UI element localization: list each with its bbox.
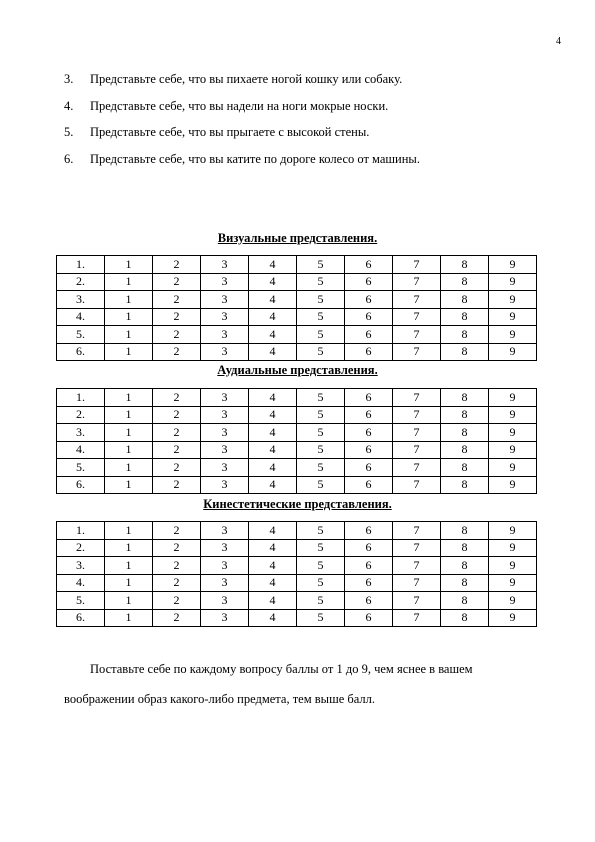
score-cell: 1: [105, 539, 153, 557]
item-text: Представьте себе, что вы прыгаете с высокой стены.: [90, 125, 370, 139]
score-cell: 4: [249, 592, 297, 610]
score-cell: 3: [201, 343, 249, 361]
row-label: 5.: [57, 592, 105, 610]
instruction-note: Поставьте себе по каждому вопросу баллы от 1 до 9, чем яснее в вашем воображении образ какого-либо предмета, тем выше балл.: [64, 662, 473, 706]
item-number: 3.: [64, 72, 74, 86]
score-cell: 4: [249, 256, 297, 274]
score-cell: 2: [153, 441, 201, 459]
score-cell: 2: [153, 522, 201, 540]
score-cell: 1: [105, 557, 153, 575]
score-cell: 1: [105, 291, 153, 309]
score-cell: 2: [153, 459, 201, 477]
score-cell: 1: [105, 459, 153, 477]
table-row: [57, 308, 537, 326]
score-cell: 8: [441, 609, 489, 627]
score-cell: 3: [201, 389, 249, 407]
score-cell: 8: [441, 424, 489, 442]
page-number: 4: [556, 36, 561, 47]
score-cell: 6: [345, 291, 393, 309]
score-cell: 6: [345, 406, 393, 424]
score-cell: 6: [345, 592, 393, 610]
score-cell: 1: [105, 256, 153, 274]
score-cell: 7: [393, 574, 441, 592]
score-cell: 5: [297, 609, 345, 627]
score-cell: 9: [489, 326, 537, 344]
score-cell: 8: [441, 291, 489, 309]
score-cell: 1: [105, 441, 153, 459]
score-cell: 7: [393, 557, 441, 575]
score-cell: 8: [441, 389, 489, 407]
score-cell: 9: [489, 389, 537, 407]
table-row: [57, 256, 537, 274]
score-cell: 9: [489, 592, 537, 610]
score-table-audial: [56, 388, 537, 494]
score-cell: 2: [153, 476, 201, 494]
score-cell: 4: [249, 291, 297, 309]
score-cell: 1: [105, 609, 153, 627]
score-cell: 8: [441, 539, 489, 557]
score-cell: 1: [105, 273, 153, 291]
score-cell: 3: [201, 522, 249, 540]
score-cell: 5: [297, 291, 345, 309]
score-cell: 5: [297, 459, 345, 477]
score-cell: 6: [345, 343, 393, 361]
score-cell: 8: [441, 326, 489, 344]
score-cell: 3: [201, 424, 249, 442]
section-title-audial: Аудиальные представления.: [217, 363, 378, 377]
table-row: [57, 459, 537, 477]
score-cell: 7: [393, 424, 441, 442]
score-cell: 8: [441, 557, 489, 575]
score-cell: 5: [297, 424, 345, 442]
score-cell: 2: [153, 256, 201, 274]
score-cell: 1: [105, 326, 153, 344]
score-cell: 7: [393, 308, 441, 326]
table-row: [57, 424, 537, 442]
score-cell: 6: [345, 308, 393, 326]
score-cell: 4: [249, 424, 297, 442]
score-cell: 3: [201, 406, 249, 424]
question-list: [64, 72, 544, 178]
item-text: Представьте себе, что вы надели на ноги мокрые носки.: [90, 98, 389, 113]
row-label: 3.: [57, 424, 105, 442]
score-cell: 1: [105, 424, 153, 442]
row-label: 6.: [57, 476, 105, 494]
score-cell: 7: [393, 256, 441, 274]
score-cell: 3: [201, 539, 249, 557]
score-cell: 1: [105, 574, 153, 592]
score-cell: 5: [297, 557, 345, 575]
score-cell: 1: [105, 476, 153, 494]
score-cell: 2: [153, 273, 201, 291]
score-cell: 8: [441, 256, 489, 274]
score-cell: 8: [441, 441, 489, 459]
score-cell: 2: [153, 609, 201, 627]
score-cell: 4: [249, 308, 297, 326]
score-cell: 9: [489, 476, 537, 494]
score-cell: 9: [489, 441, 537, 459]
score-cell: 6: [345, 609, 393, 627]
table-row: [57, 539, 537, 557]
table-row: [57, 326, 537, 344]
score-cell: 4: [249, 609, 297, 627]
score-cell: 4: [249, 574, 297, 592]
score-cell: 7: [393, 522, 441, 540]
score-cell: 5: [297, 273, 345, 291]
score-cell: 5: [297, 326, 345, 344]
score-cell: 4: [249, 406, 297, 424]
score-cell: 2: [153, 326, 201, 344]
score-cell: 2: [153, 406, 201, 424]
section-title-kinesthetic: Кинестетические представления.: [203, 497, 392, 511]
score-cell: 6: [345, 557, 393, 575]
score-cell: 3: [201, 609, 249, 627]
row-label: 2.: [57, 406, 105, 424]
table-row: [57, 291, 537, 309]
score-cell: 2: [153, 574, 201, 592]
list-item: [64, 72, 544, 99]
score-cell: 7: [393, 406, 441, 424]
score-cell: 7: [393, 273, 441, 291]
score-cell: 7: [393, 609, 441, 627]
score-cell: 6: [345, 326, 393, 344]
score-cell: 8: [441, 406, 489, 424]
table-row: [57, 522, 537, 540]
score-cell: 9: [489, 459, 537, 477]
table-row: [57, 273, 537, 291]
score-cell: 5: [297, 343, 345, 361]
section-title-visual: Визуальные представления.: [217, 231, 378, 245]
score-cell: 9: [489, 273, 537, 291]
row-label: 2.: [57, 539, 105, 557]
list-item: [64, 152, 544, 179]
score-cell: 9: [489, 522, 537, 540]
score-cell: 8: [441, 574, 489, 592]
score-table-kinesthetic: [56, 521, 537, 627]
score-cell: 8: [441, 273, 489, 291]
score-cell: 2: [153, 424, 201, 442]
score-cell: 4: [249, 539, 297, 557]
score-cell: 4: [249, 557, 297, 575]
score-cell: 9: [489, 609, 537, 627]
score-cell: 1: [105, 522, 153, 540]
item-number: 6.: [64, 151, 74, 166]
score-cell: 3: [201, 291, 249, 309]
score-cell: 7: [393, 476, 441, 494]
score-cell: 8: [441, 308, 489, 326]
score-cell: 4: [249, 459, 297, 477]
score-cell: 3: [201, 557, 249, 575]
score-cell: 6: [345, 574, 393, 592]
row-label: 4.: [57, 308, 105, 326]
score-cell: 2: [153, 343, 201, 361]
score-table-visual: [56, 255, 537, 361]
score-cell: 9: [489, 574, 537, 592]
score-cell: 5: [297, 522, 345, 540]
table-row: [57, 557, 537, 575]
score-cell: 4: [249, 476, 297, 494]
table-row: [57, 592, 537, 610]
item-text: Представьте себе, что вы катите по дороге колесо от машины.: [90, 151, 420, 166]
score-cell: 3: [201, 273, 249, 291]
row-label: 5.: [57, 459, 105, 477]
score-cell: 7: [393, 389, 441, 407]
score-cell: 7: [393, 459, 441, 477]
item-text: Представьте себе, что вы пихаете ногой кошку или собаку.: [90, 72, 403, 86]
score-cell: 7: [393, 291, 441, 309]
row-label: 5.: [57, 326, 105, 344]
table-row: [57, 574, 537, 592]
row-label: 1.: [57, 256, 105, 274]
score-cell: 4: [249, 441, 297, 459]
score-cell: 3: [201, 459, 249, 477]
row-label: 1.: [57, 389, 105, 407]
table-row: [57, 389, 537, 407]
row-label: 4.: [57, 441, 105, 459]
score-cell: 9: [489, 291, 537, 309]
score-cell: 5: [297, 406, 345, 424]
score-cell: 5: [297, 441, 345, 459]
score-cell: 6: [345, 476, 393, 494]
score-cell: 8: [441, 476, 489, 494]
table-row: [57, 343, 537, 361]
score-cell: 9: [489, 343, 537, 361]
score-cell: 7: [393, 343, 441, 361]
score-cell: 1: [105, 308, 153, 326]
score-cell: 9: [489, 539, 537, 557]
score-cell: 3: [201, 308, 249, 326]
score-cell: 3: [201, 256, 249, 274]
item-number: 4.: [64, 98, 74, 113]
row-label: 1.: [57, 522, 105, 540]
score-cell: 3: [201, 476, 249, 494]
score-cell: 4: [249, 389, 297, 407]
item-number: 5.: [64, 125, 74, 139]
row-label: 3.: [57, 291, 105, 309]
list-item: [64, 125, 544, 152]
score-cell: 5: [297, 476, 345, 494]
score-cell: 6: [345, 441, 393, 459]
score-cell: 5: [297, 539, 345, 557]
row-label: 6.: [57, 609, 105, 627]
score-cell: 7: [393, 441, 441, 459]
score-cell: 5: [297, 308, 345, 326]
row-label: 4.: [57, 574, 105, 592]
score-cell: 3: [201, 441, 249, 459]
score-cell: 3: [201, 574, 249, 592]
score-cell: 3: [201, 592, 249, 610]
score-cell: 5: [297, 389, 345, 407]
score-cell: 4: [249, 522, 297, 540]
row-label: 6.: [57, 343, 105, 361]
score-cell: 8: [441, 522, 489, 540]
score-cell: 7: [393, 592, 441, 610]
score-cell: 5: [297, 256, 345, 274]
score-cell: 2: [153, 308, 201, 326]
table-row: [57, 441, 537, 459]
score-cell: 6: [345, 539, 393, 557]
score-cell: 8: [441, 459, 489, 477]
score-cell: 2: [153, 291, 201, 309]
score-cell: 3: [201, 326, 249, 344]
score-cell: 6: [345, 522, 393, 540]
score-cell: 6: [345, 459, 393, 477]
score-cell: 8: [441, 592, 489, 610]
score-cell: 2: [153, 592, 201, 610]
score-cell: 2: [153, 539, 201, 557]
row-label: 2.: [57, 273, 105, 291]
score-cell: 4: [249, 343, 297, 361]
score-cell: 9: [489, 308, 537, 326]
score-cell: 4: [249, 326, 297, 344]
score-cell: 4: [249, 273, 297, 291]
score-cell: 6: [345, 256, 393, 274]
score-cell: 9: [489, 557, 537, 575]
score-cell: 1: [105, 406, 153, 424]
score-cell: 1: [105, 343, 153, 361]
score-cell: 7: [393, 539, 441, 557]
list-item: [64, 99, 544, 126]
score-cell: 7: [393, 326, 441, 344]
score-cell: 9: [489, 424, 537, 442]
score-cell: 1: [105, 592, 153, 610]
score-cell: 5: [297, 574, 345, 592]
score-cell: 9: [489, 256, 537, 274]
row-label: 3.: [57, 557, 105, 575]
score-cell: 6: [345, 424, 393, 442]
score-cell: 5: [297, 592, 345, 610]
score-cell: 9: [489, 406, 537, 424]
table-row: [57, 406, 537, 424]
table-row: [57, 609, 537, 627]
score-cell: 1: [105, 389, 153, 407]
score-cell: 8: [441, 343, 489, 361]
score-cell: 2: [153, 557, 201, 575]
score-cell: 6: [345, 273, 393, 291]
table-row: [57, 476, 537, 494]
score-cell: 6: [345, 389, 393, 407]
score-cell: 2: [153, 389, 201, 407]
